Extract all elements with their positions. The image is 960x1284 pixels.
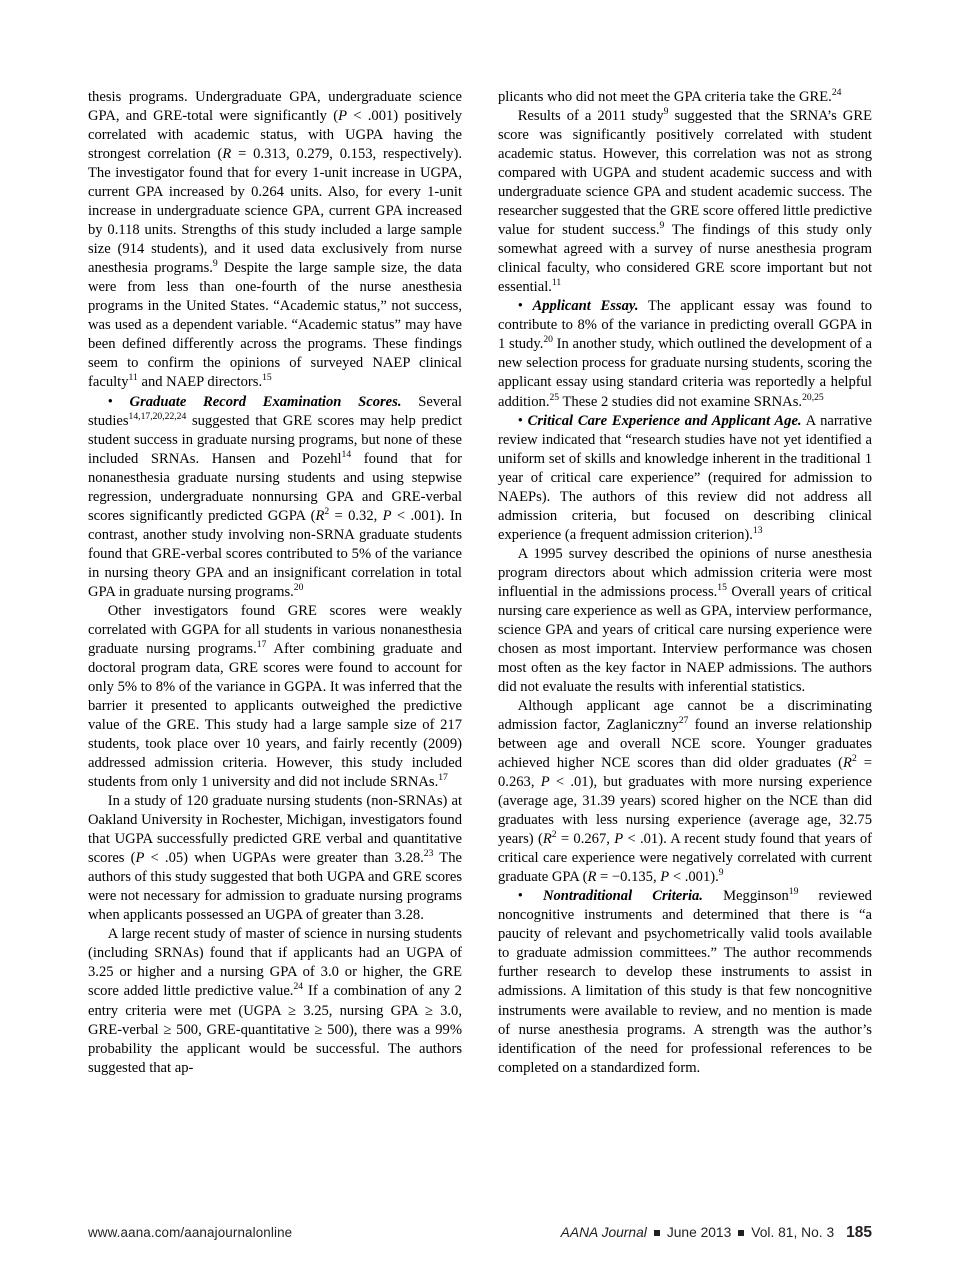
body-bullet-paragraph: • Nontraditional Criteria. Megginson$^{19}$ reviewed noncognitive instruments and determined that there is “a paucity of relevant and psychometrically valid tools available to graduate admission committees.” The author recommends further research to develop these instruments to assist in admissions. A limitation of this study is that few noncognitive instruments were available to review, and no mention is made of nurse anesthesia programs. A strength was the author’s identification of the need for professional references to be completed on a standardized form. bbox=[498, 886, 872, 1076]
body-paragraph: Although applicant age cannot be a discriminating admission factor, Zaglaniczny$^{27}$ found an inverse relationship between age and overall NCE score. Younger graduates achieved higher NCE scores than did older graduates ($R^2 = 0.263$, P < .01), but graduates with more nursing experience (average age, 31.39 years) scored higher on the NCE than did graduates with less nursing experience (average age, 32.75 years) ($R^2 = 0.267$, P < .01). A recent study found that years of critical care experience were negatively correlated with current graduate GPA (R = −0.135, P < .001).$^9$ bbox=[498, 698, 873, 886]
body-paragraph: In a study of 120 graduate nursing students (non-SRNAs) at Oakland University in Rochester, Michigan, investigators found that UGPA successfully predicted GRE verbal and quantitative scores (P < .05) when UGPAs were greater than 3.28.23 The authors of this study suggested that both UGPA and GRE scores were not necessary for admission to graduate nursing programs when applicants possessed an UGPA of greater than 3.28. bbox=[88, 793, 463, 924]
two-column-body bbox=[88, 88, 872, 1168]
body-bullet-paragraph: • Applicant Essay. The applicant essay was found to contribute to 8% of the variance in predicting overall GGPA in 1 study.$^{20}$ In another study, which outlined the development of a new selection process for graduate nursing students, scoring the applicant essay using standard criteria was reportedly a helpful addition.$^{25}$ These 2 studies did not examine SRNAs.$^{20,25}$ bbox=[498, 298, 872, 410]
body-paragraph: plicants who did not meet the GPA criteria take the GRE.$^{24}$ bbox=[498, 87, 842, 105]
journal-website-url[interactable]: www.aana.com/aanajournalonline bbox=[88, 1225, 293, 1240]
left-column bbox=[88, 88, 462, 1168]
square-separator-icon bbox=[738, 1230, 744, 1236]
body-paragraph: Other investigators found GRE scores were weakly correlated with GGPA for all students in various nonanesthesia graduate nursing programs.$^{17}$ After combining graduate and doctoral program data, GRE scores were found to account for only 5% to 8% of the variance in GGPA. It was inferred that the barrier it presented to applicants outweighed the predictive value of the GRE. This study had a large sample size of 217 students, took place over 10 years, and fairly recently (2009) addressed admission criteria. However, this study included students from only 1 university and did not include SRNAs.$^{17}$ bbox=[88, 602, 462, 791]
body-paragraph: A 1995 survey described the opinions of nurse anesthesia program directors about which admission criteria were most influential in the admissions process.$^{15}$ Overall years of critical nursing care experience as well as GPA, interview performance, science GPA and years of critical care nursing experience were chosen as most important. Interview performance was chosen most often as the key factor in NAEP admissions. The authors did not evaluate the results with inferential statistics. bbox=[498, 545, 872, 695]
body-paragraph: A large recent study of master of science in nursing students (including SRNAs) found that if applicants had an UGPA of 3.25 or higher and a nursing GPA of 3.0 or higher, the GRE score added little predictive value.$^{24}$ If a combination of any 2 entry criteria were met (UGPA ≥ 3.25, nursing GPA ≥ 3.0, GRE-verbal ≥ 500, GRE-quantitative ≥ 500), there was a 99% probability the applicant would be successful. The authors suggested that ap- bbox=[88, 926, 462, 1076]
volume-issue: Vol. 81, No. 3 bbox=[751, 1225, 835, 1240]
footer-citation bbox=[561, 1224, 872, 1242]
square-separator-icon bbox=[654, 1230, 660, 1236]
body-bullet-paragraph: • Graduate Record Examination Scores. Several studies$^{14,17,20,22,24}$ suggested that GRE scores may help predict student success in graduate nursing programs, but none of these included SRNAs. Hansen and Pozehl$^{14}$ found that for nonanesthesia graduate nursing students and using stepwise regression, undergraduate nonnursing GPA and GRE-verbal scores significantly predicted GGPA ($R^2 = 0.32$, P < .001). In contrast, another study involving non-SRNA graduate students found that GRE-verbal scores contributed to 5% of the variance in nursing theory GPA and an insignificant correlation in total GPA in graduate nursing programs.$^{20}$ bbox=[88, 393, 462, 600]
right-column bbox=[498, 88, 872, 1168]
issue-date: June 2013 bbox=[666, 1225, 732, 1240]
journal-title: AANA Journal bbox=[560, 1225, 647, 1240]
body-paragraph: thesis programs. Undergraduate GPA, undergraduate science GPA, and GRE-total were significantly (P < .001) positively correlated with academic status, with UGPA having the strongest correlation (R = 0.313, 0.279, 0.153, respectively). The investigator found that for every 1-unit increase in UGPA, current GPA increased by 0.264 units. Also, for every 1-unit increase in undergraduate science GPA, current GPA increased by 0.118 units. Strengths of this study included a large sample size (914 students), and it used data exclusively from nurse anesthesia programs.$^9$ Despite the large sample size, the data were from less than one-fourth of the nurse anesthesia programs in the United States. “Academic status,” not success, was used as a dependent variable. “Academic status” may have been defined differently across the programs. These findings seem to confirm the opinions of surveyed NAEP clinical faculty$^{11}$ and NAEP directors.$^{15}$ bbox=[88, 89, 463, 391]
page-footer bbox=[88, 1224, 872, 1242]
body-paragraph: Results of a 2011 study$^9$ suggested that the SRNA’s GRE score was significantly positively correlated with student academic status. However, this correlation was not as strong compared with UGPA and student academic success and with undergraduate science GPA and student academic success. The researcher suggested that the GRE score offered little predictive value for student success.$^9$ The findings of this study only somewhat agreed with a survey of nurse anesthesia program clinical faculty, who considered GRE score important but not essential.$^{11}$ bbox=[498, 106, 872, 296]
body-bullet-paragraph: • Critical Care Experience and Applicant Age. A narrative review indicated that “research studies have not yet identified a uniform set of skills and knowledge inherent in the traditional 1 year of critical care experience” (required for admission to NAEPs). The authors of this review did not address all admission criteria, but focused on describing clinical experience (a frequent admission criterion).$^{13}$ bbox=[498, 412, 872, 543]
page-number: 185 bbox=[846, 1224, 872, 1241]
